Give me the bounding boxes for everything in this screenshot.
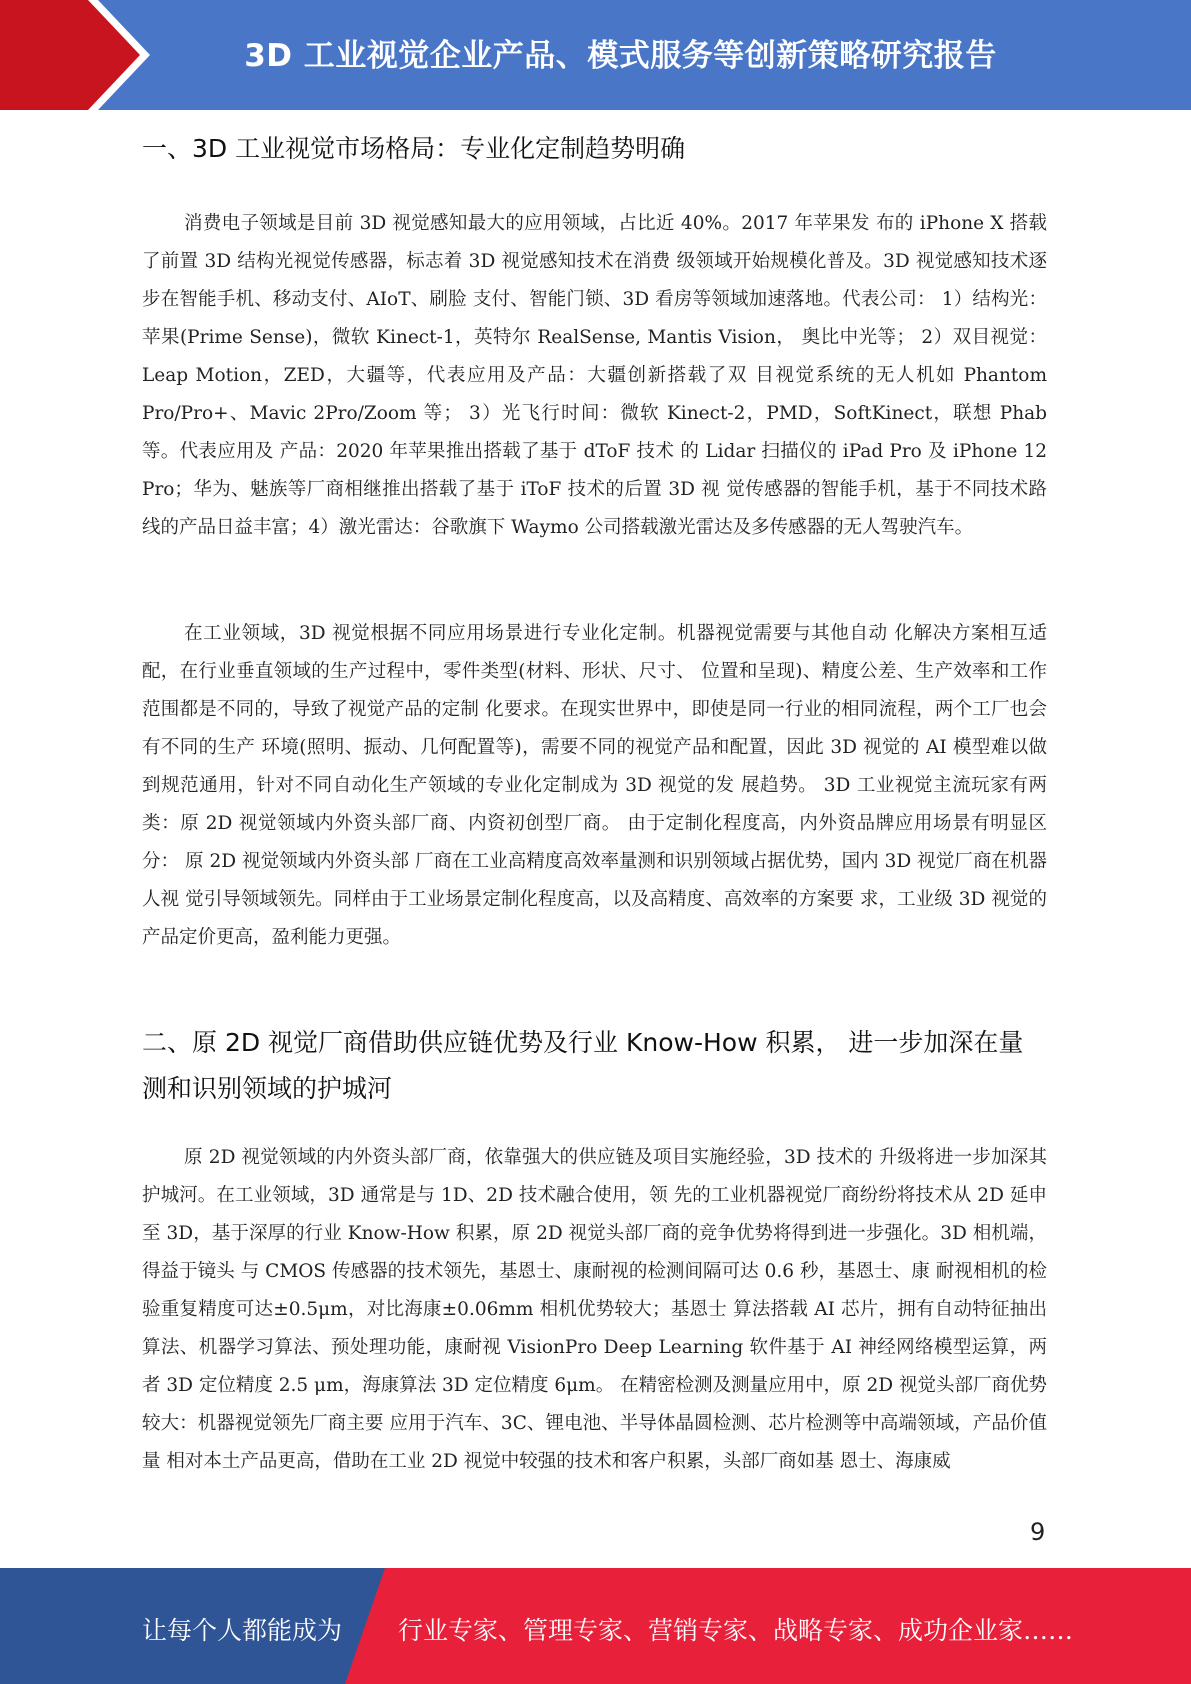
section-heading-1: 一、3D 工业视觉市场格局：专业化定制趋势明确 [142,134,686,163]
section-1-paragraph-2: 在工业领域，3D 视觉根据不同应用场景进行专业化定制。机器视觉需要与其他自动 化解决方案相互适配，在行业垂直领域的生产过程中，零件类型(材料、形状、尺寸、 位置和呈现)、精度公差、生产效率和工作范围都是不同的，导致了视觉产品的定制 化要求。在现实世界中，即使是同一行业的相同流程，两个工厂也会有不同的生产 环境(照明、振动、几何配置等)，需要不同的视觉产品和配置，因此 3D 视觉的 AI 模型难以做到规范通用，针对不同自动化生产领域的专业化定制成为 3D 视觉的发 展趋势。 3D 工业视觉主流玩家有两类：原 2D 视觉领域内外资头部厂商、内资初创型厂商。 由于定制化程度高，内外资品牌应用场景有明显区分： 原 2D 视觉领域内外资头部 厂商在工业高精度高效率量测和识别领域占据优势，国内 3D 视觉厂商在机器人视 觉引导领域领先。同样由于工业场景定制化程度高，以及高精度、高效率的方案要 求，工业级 3D 视觉的产品定价更高，盈利能力更强。 [142,623,1047,948]
footer-right-text: 行业专家、管理专家、营销专家、战略专家、成功企业家…… [398,1616,1074,1645]
report-title: 3D 工业视觉企业产品、模式服务等创新策略研究报告 [244,38,997,74]
page-header [0,0,1191,110]
page-footer [0,1568,1191,1684]
section-1-paragraph-1: 消费电子领域是目前 3D 视觉感知最大的应用领域，占比近 40%。2017 年苹果发 布的 iPhone X 搭载了前置 3D 结构光视觉传感器，标志着 3D 视觉感知技术在消费 级领域开始规模化普及。3D 视觉感知技术逐步在智能手机、移动支付、AIoT、刷脸 支付、智能门锁、3D 看房等领域加速落地。代表公司： 1）结构光：苹果(Prime Sense)，微软 Kinect-1，英特尔 RealSense, Mantis Vision， 奥比中光等； 2）双目视觉：Leap Motion，ZED，大疆等，代表应用及产品：大疆创新搭载了双 目视觉系统的无人机如 Phantom Pro/Pro+、Mavic 2Pro/Zoom 等； 3）光飞行时间：微软 Kinect-2，PMD，SoftKinect，联想 Phab 等。代表应用及 产品：2020 年苹果推出搭载了基于 dToF 技术 的 Lidar 扫描仪的 iPad Pro 及 iPhone 12 Pro；华为、魅族等厂商相继推出搭载了基于 iToF 技术的后置 3D 视 觉传感器的智能手机，基于不同技术路线的产品日益丰富；4）激光雷达：谷歌旗下 Waymo 公司搭载激光雷达及多传感器的无人驾驶汽车。 [142,213,1047,538]
section-2-paragraph-1: 原 2D 视觉领域的内外资头部厂商，依靠强大的供应链及项目实施经验，3D 技术的 升级将进一步加深其护城河。在工业领域，3D 通常是与 1D、2D 技术融合使用，领 先的工业机器视觉厂商纷纷将技术从 2D 延申至 3D，基于深厚的行业 Know-How 积累，原 2D 视觉头部厂商的竞争优势将得到进一步强化。3D 相机端，得益于镜头 与 CMOS 传感器的技术领先，基恩士、康耐视的检测间隔可达 0.6 秒，基恩士、康 耐视相机的检验重复精度可达±0.5μm，对比海康±0.06mm 相机优势较大；基恩士 算法搭载 AI 芯片，拥有自动特征抽出算法、机器学习算法、预处理功能，康耐视 VisionPro Deep Learning 软件基于 AI 神经网络模型运算，两者 3D 定位精度 2.5 μm，海康算法 3D 定位精度 6μm。 在精密检测及测量应用中，原 2D 视觉头部厂商优势较大：机器视觉领先厂商主要 应用于汽车、3C、锂电池、半导体晶圆检测、芯片检测等中高端领域，产品价值量 相对本土产品更高，借助在工业 2D 视觉中较强的技术和客户积累，头部厂商如基 恩士、海康威 [142,1147,1047,1472]
page-number: 9 [1030,1518,1046,1546]
footer-left-text: 让每个人都能成为 [142,1616,343,1645]
section-heading-2: 二、原 2D 视觉厂商借助供应链优势及行业 Know-How 积累， 进一步加深在量测和识别领域的护城河 [142,1028,1024,1103]
